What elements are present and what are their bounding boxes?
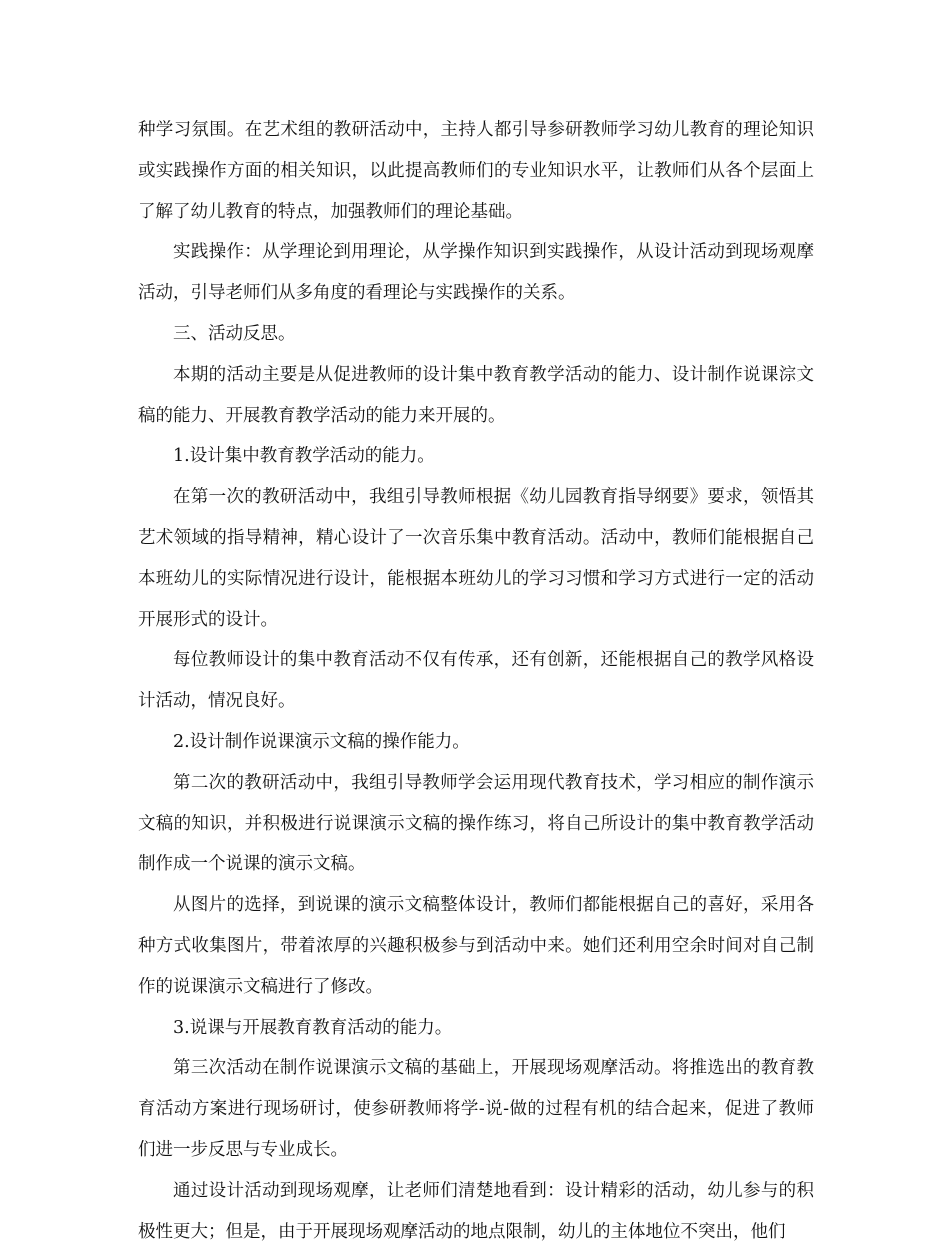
paragraph-13: 通过设计活动到现场观摩，让老师们清楚地看到：设计精彩的活动，幼儿参与的积极性更大；但是，由于开展现场观摩活动的地点限制，幼儿的主体地位不突出，他们: [138, 1180, 814, 1242]
document-body: [138, 110, 814, 1252]
paragraph-4: 本期的活动主要是从促进教师的设计集中教育教学活动的能力、设计制作说课淙文稿的能力、开展教育教学活动的能力来开展的。: [138, 364, 814, 426]
paragraph-2: 实践操作：从学理论到用理论，从学操作知识到实践操作，从设计活动到现场观摩活动，引导老师们从多角度的看理论与实践操作的关系。: [138, 242, 814, 304]
paragraph-9: 第二次的教研活动中，我组引导教师学会运用现代教育技术，学习相应的制作演示文稿的知识，并积极进行说课演示文稿的操作练习，将自己所设计的集中教育教学活动制作成一个说课的演示文稿。: [138, 772, 814, 875]
paragraph-1: 种学习氛围。在艺术组的教研活动中，主持人都引导参研教师学习幼儿教育的理论知识或实践操作方面的相关知识，以此提高教师们的专业知识水平，让教师们从各个层面上了解了幼儿教育的特点，加强教师们的理论基础。: [138, 120, 814, 222]
subheading-2: 2.设计制作说课演示文稿的操作能力。: [173, 731, 470, 752]
subheading-3: 3.说课与开展教育教育活动的能力。: [173, 1017, 453, 1038]
paragraph-6: 在第一次的教研活动中，我组引导教师根据《幼儿园教育指导纲要》要求，领悟其艺术领域的指导精神，精心设计了一次音乐集中教育活动。活动中，教师们能根据自己本班幼儿的实际情况进行设计，能根据本班幼儿的学习习惯和学习方式进行一定的活动开展形式的设计。: [138, 487, 814, 630]
paragraph-12: 第三次活动在制作说课演示文稿的基础上，开展现场观摩活动。将推选出的教育教育活动方案进行现场研讨，使参研教师将学-说-做的过程有机的结合起来，促进了教师们进一步反思与专业成长。: [138, 1058, 814, 1160]
subheading-1: 1.设计集中教育教学活动的能力。: [173, 446, 435, 467]
paragraph-10: 从图片的选择，到说课的演示文稿整体设计，教师们都能根据自己的喜好，采用各种方式收集图片，带着浓厚的兴趣积极参与到活动中来。她们还利用空余时间对自己制作的说课演示文稿进行了修改。: [138, 895, 814, 997]
section-heading-reflection: 三、活动反思。: [173, 323, 296, 344]
paragraph-7: 每位教师设计的集中教育活动不仅有传承，还有创新，还能根据自己的教学风格设计活动，情况良好。: [138, 650, 814, 712]
